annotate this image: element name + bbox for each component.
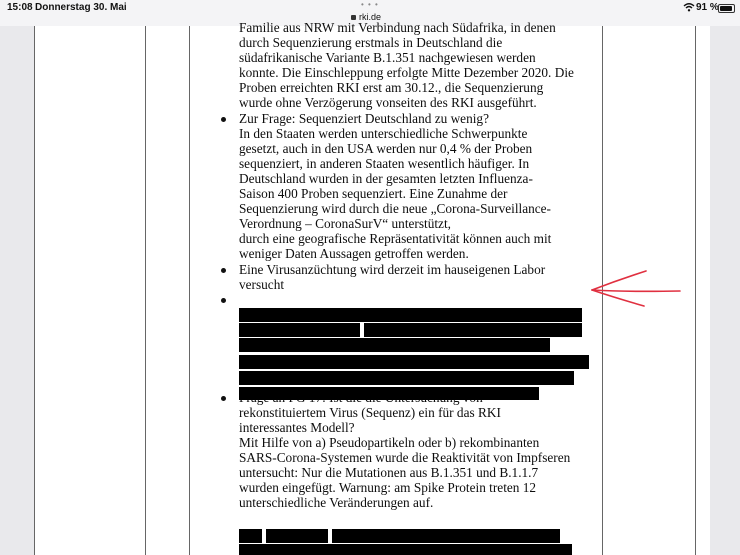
text-line: SARS-Corona-Systemen wurde die Reaktivität von Impfseren bbox=[239, 450, 571, 466]
text-line: sequenziert, in anderen Staaten wesentlich häufiger. In bbox=[239, 155, 530, 171]
text-line: gesetzt, auch in den USA werden nur 0,4 % der Proben bbox=[239, 140, 533, 156]
multitasking-dots-icon[interactable]: • • • bbox=[361, 0, 379, 9]
table-border-right bbox=[695, 26, 696, 555]
bullet-item-virus-cultivation bbox=[239, 262, 599, 292]
text-line: unterschiedliche Veränderungen auf. bbox=[239, 495, 434, 511]
text-line: konnte. Die Einschleppung erfolgte Mitte Dezember 2020. Die bbox=[239, 65, 574, 81]
bullet-item-fg17-question bbox=[239, 390, 599, 511]
text-line: rekonstituiertem Virus (Sequenz) ein für das RKI bbox=[239, 404, 501, 420]
text-line: Saison 400 Proben sequenziert. Eine Zunahme der bbox=[239, 186, 508, 202]
document-text bbox=[239, 20, 599, 510]
text-line: Sequenzierung wird durch die neue „Corona-Surveillance- bbox=[239, 201, 551, 217]
address-url: rki.de bbox=[359, 12, 382, 22]
text-line: durch eine geografische Repräsentativität können auch mit bbox=[239, 231, 552, 247]
redaction-bar bbox=[266, 529, 328, 543]
redaction-bar bbox=[239, 371, 574, 385]
table-column-divider bbox=[189, 26, 190, 555]
text-line: Proben erreichten RKI erst am 30.12., die Sequenzierung bbox=[239, 80, 544, 96]
redaction-bar bbox=[239, 308, 582, 322]
text-line: Eine Virusanzüchtung wird derzeit im hauseigenen Labor bbox=[239, 261, 546, 277]
bullet-icon bbox=[221, 298, 226, 303]
redaction-bar bbox=[239, 323, 360, 337]
redaction-bar bbox=[332, 529, 560, 543]
status-date: Donnerstag 30. Mai bbox=[35, 2, 127, 13]
status-time: 15:08 bbox=[7, 2, 33, 13]
annotation-arrow-icon bbox=[588, 268, 688, 308]
text-line: interessantes Modell? bbox=[239, 419, 355, 435]
wifi-icon bbox=[683, 2, 695, 15]
battery-percent: 91 % bbox=[696, 2, 719, 13]
text-line: Zur Frage: Sequenziert Deutschland zu wenig? bbox=[239, 110, 489, 126]
page-border-left bbox=[34, 26, 35, 555]
redaction-bar bbox=[239, 355, 589, 369]
text-line: wurden eingefügt. Warnung: am Spike Protein treten 12 bbox=[239, 480, 537, 496]
text-line: versucht bbox=[239, 276, 285, 292]
bullet-item-sequencing bbox=[239, 111, 599, 262]
intro-paragraph bbox=[239, 20, 599, 111]
bullet-icon bbox=[221, 117, 226, 122]
text-line: Deutschland wurden in der gesamten letzten Influenza- bbox=[239, 170, 533, 186]
text-line: weniger Daten Aussagen getroffen werden. bbox=[239, 246, 469, 262]
text-line: durch Sequenzierung erstmals in Deutschland die bbox=[239, 35, 503, 51]
text-line: untersucht: Nur die Mutationen aus B.1.351 und B.1.1.7 bbox=[239, 465, 539, 481]
text-line: Mit Hilfe von a) Pseudopartikeln oder b) rekombinanten bbox=[239, 434, 540, 450]
bullet-icon bbox=[221, 268, 226, 273]
text-line: Verordnung – CoronaSurV“ unterstützt, bbox=[239, 216, 451, 232]
redaction-bar bbox=[364, 323, 582, 337]
table-border-left bbox=[145, 26, 146, 555]
battery-icon bbox=[718, 4, 735, 13]
redaction-bar bbox=[239, 338, 550, 352]
text-line: südafrikanische Variante B.1.351 nachgewiesen werden bbox=[239, 50, 536, 66]
redaction-bar bbox=[239, 544, 572, 555]
redaction-bar bbox=[239, 529, 262, 543]
text-line: Familie aus NRW mit Verbindung nach Südafrika, in denen bbox=[239, 20, 556, 35]
text-line: wurde ohne Verzögerung vonseiten des RKI ausgeführt. bbox=[239, 95, 537, 111]
bullet-icon bbox=[221, 396, 226, 401]
redaction-bar bbox=[239, 387, 539, 400]
text-line: In den Staaten werden unterschiedliche Schwerpunkte bbox=[239, 125, 528, 141]
